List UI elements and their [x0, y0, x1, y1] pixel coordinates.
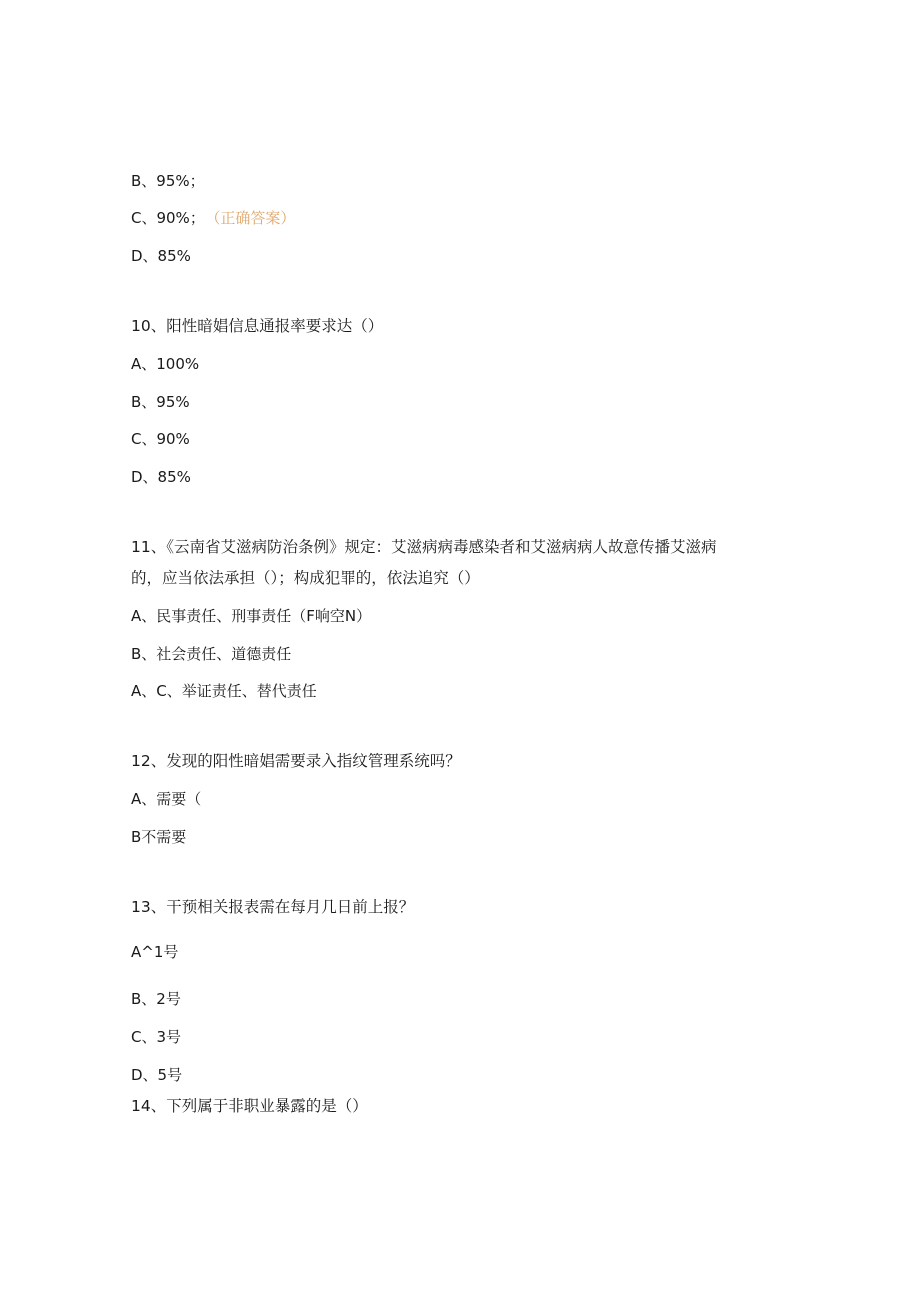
q12-option-b: B不需要: [131, 828, 187, 846]
q13-option-a: A^1号: [131, 943, 179, 961]
q13-option-b: B、2号: [131, 990, 181, 1008]
q11-question-line1: 11、《云南省艾滋病防治条例》规定：艾滋病病毒感染者和艾滋病病人故意传播艾滋病: [131, 538, 717, 556]
correct-answer-tag: （正确答案）: [212, 209, 296, 227]
q10-option-c: C、90%: [131, 430, 190, 448]
q14-question: 14、下列属于非职业暴露的是（）: [131, 1097, 368, 1115]
q11-option-b: B、社会责任、道德责任: [131, 645, 292, 663]
q10-option-b: B、95%: [131, 393, 190, 411]
q13-question: 13、干预相关报表需在每月几日前上报？: [131, 898, 415, 916]
q12-option-a: A、需要（: [131, 790, 202, 808]
q10-option-d: D、85%: [131, 468, 191, 486]
q9-option-d: D、85%: [131, 247, 191, 265]
q11-option-c: A、C、举证责任、替代责任: [131, 682, 317, 700]
q13-option-d: D、5号: [131, 1066, 183, 1084]
q13-option-c: C、3号: [131, 1028, 182, 1046]
q11-option-a: A、民事责任、刑事责任（F响空N）: [131, 607, 372, 625]
q9-option-c-text: C、90%；: [131, 209, 205, 227]
q10-option-a: A、100%: [131, 355, 200, 373]
q9-option-b: B、95%；: [131, 172, 205, 190]
q11-question-line2: 的，应当依法承担（）；构成犯罪的，依法追究（）: [131, 569, 480, 587]
q12-question: 12、发现的阳性暗娼需要录入指纹管理系统吗？: [131, 752, 461, 770]
q9-option-c: [131, 208, 295, 228]
q10-question: 10、阳性暗娼信息通报率要求达（）: [131, 317, 384, 335]
